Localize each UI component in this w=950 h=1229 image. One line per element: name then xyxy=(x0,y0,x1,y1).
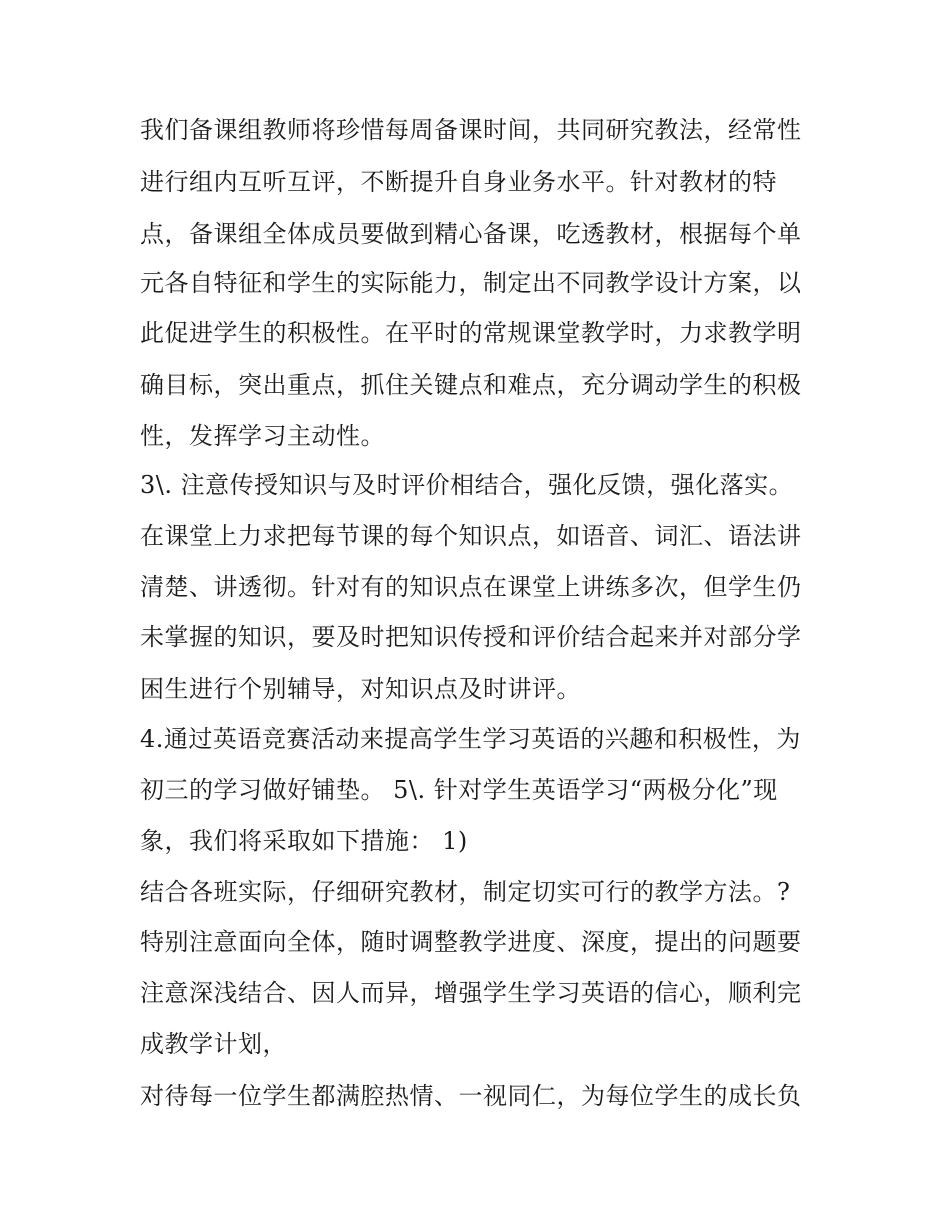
text-line: 进行组内互听互评，不断提升自身业务水平。针对教材的特 xyxy=(140,168,777,196)
text-line: 成教学计划， xyxy=(140,1030,287,1058)
text-line: 结合各班实际，仔细研究教材，制定切实可行的教学方法。? xyxy=(140,878,791,906)
text-line: 未掌握的知识，要及时把知识传授和评价结合起来并对部分学 xyxy=(140,623,802,651)
text-line: 特别注意面向全体，随时调整教学进度、深度，提出的问题要 xyxy=(140,928,802,956)
text-line: 对待每一位学生都满腔热情、一视同仁，为每位学生的成长负 xyxy=(140,1082,802,1110)
text-line: 确目标，突出重点，抓住关键点和难点，充分调动学生的积极 xyxy=(140,371,802,399)
text-line: 性，发挥学习主动性。 xyxy=(140,422,385,450)
text-line: 4.通过英语竞赛活动来提高学生学习英语的兴趣和积极性，为 xyxy=(140,725,801,753)
text-line: 元各自特征和学生的实际能力，制定出不同教学设计方案，以 xyxy=(140,269,802,297)
text-line: 此促进学生的积极性。在平时的常规课堂教学时，力求教学明 xyxy=(140,319,802,347)
text-line: 我们备课组教师将珍惜每周备课时间，共同研究教法，经常性 xyxy=(140,116,802,144)
text-line: 困生进行个别辅导，对知识点及时讲评。 xyxy=(140,675,581,703)
text-line: 点，备课组全体成员要做到精心备课，吃透教材，根据每个单 xyxy=(140,220,802,248)
text-line: 在课堂上力求把每节课的每个知识点，如语音、词汇、语法讲 xyxy=(140,522,802,550)
text-line: 初三的学习做好铺垫。 5\. 针对学生英语学习“两极分化”现 xyxy=(140,776,778,804)
text-line: 注意深浅结合、因人而异，增强学生学习英语的信心，顺利完 xyxy=(140,979,802,1007)
text-line: 3\. 注意传授知识与及时评价相结合，强化反馈，强化落实。 xyxy=(140,471,794,499)
text-line: 清楚、讲透彻。针对有的知识点在课堂上讲练多次，但学生仍 xyxy=(140,573,802,601)
text-line: 象，我们将采取如下措施： 1) xyxy=(140,827,468,855)
